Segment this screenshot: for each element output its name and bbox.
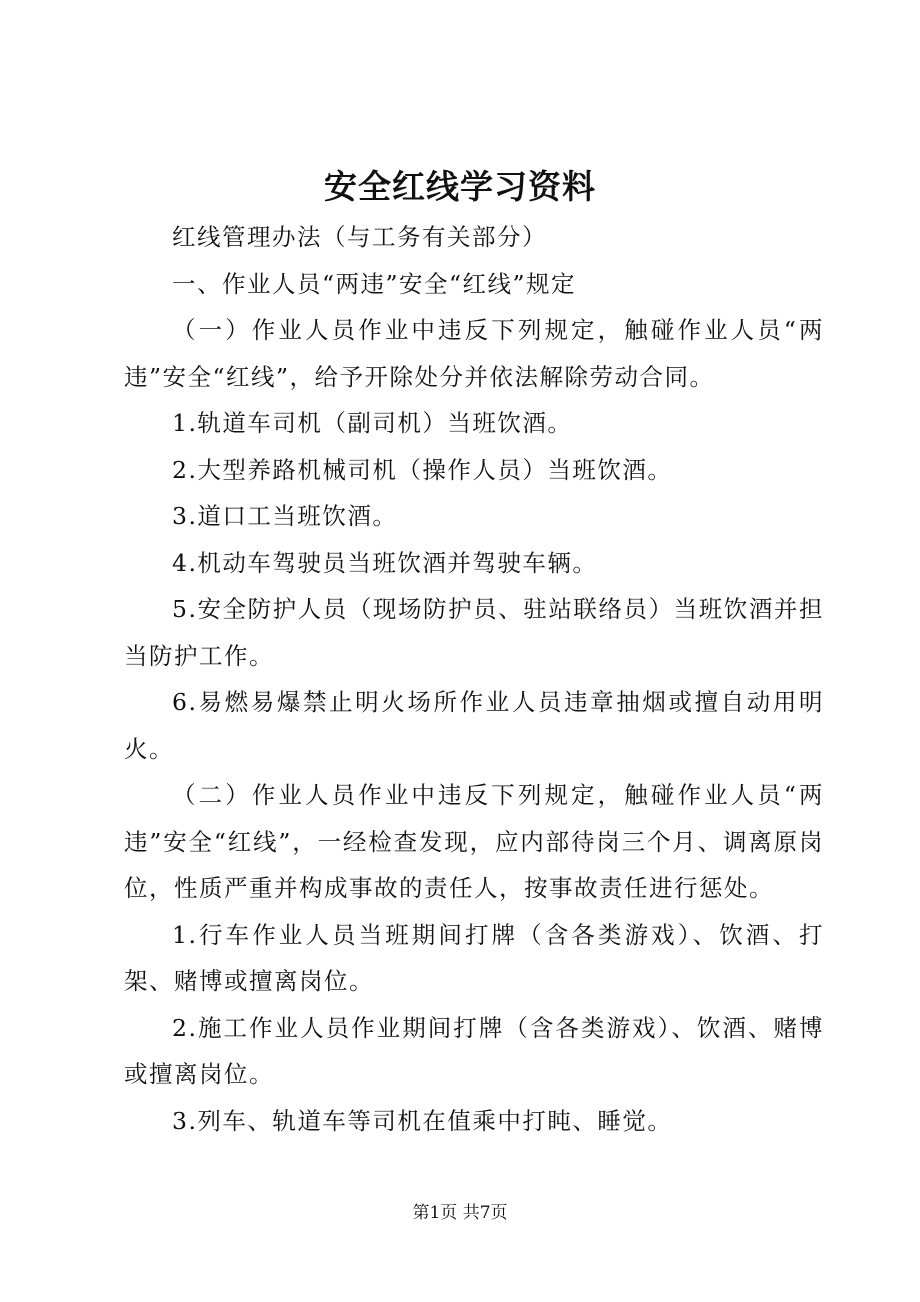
- document-body: [124, 214, 824, 1144]
- list-item: 3.列车、轨道车等司机在值乘中打盹、睡觉。: [172, 1106, 673, 1135]
- list-item: 5.安全防护人员（现场防护员、驻站联络员）当班饮酒并担当防护工作。: [124, 595, 824, 670]
- list-item: 2.施工作业人员作业期间打牌（含各类游戏）、饮酒、赌博或擅离岗位。: [124, 1013, 824, 1088]
- paragraph: （二）作业人员作业中违反下列规定，触碰作业人员“两违”安全“红线”，一经检查发现，应内部待岗三个月、调离原岗位，性质严重并构成事故的责任人，按事故责任进行惩处。: [124, 781, 824, 902]
- paragraph: （一）作业人员作业中违反下列规定，触碰作业人员“两违”安全“红线”，给予开除处分并依法解除劳动合同。: [124, 316, 824, 391]
- list-item: 2.大型养路机械司机（操作人员）当班饮酒。: [172, 455, 673, 484]
- list-item: 1.轨道车司机（副司机）当班饮酒。: [172, 409, 573, 437]
- paragraph: 红线管理办法（与工务有关部分）: [172, 223, 547, 251]
- page-indicator: 第1页 共7页: [412, 1203, 508, 1223]
- document-title: 安全红线学习资料: [324, 167, 596, 206]
- list-item: 3.道口工当班饮酒。: [172, 502, 398, 530]
- list-item: 6.易燃易爆禁止明火场所作业人员违章抽烟或擅自动用明火。: [124, 688, 824, 763]
- list-item: 1.行车作业人员当班期间打牌（含各类游戏）、饮酒、打架、赌博或擅离岗位。: [124, 920, 824, 995]
- paragraph: 一、作业人员“两违”安全“红线”规定: [172, 269, 577, 298]
- list-item: 4.机动车驾驶员当班饮酒并驾驶车辆。: [172, 548, 598, 577]
